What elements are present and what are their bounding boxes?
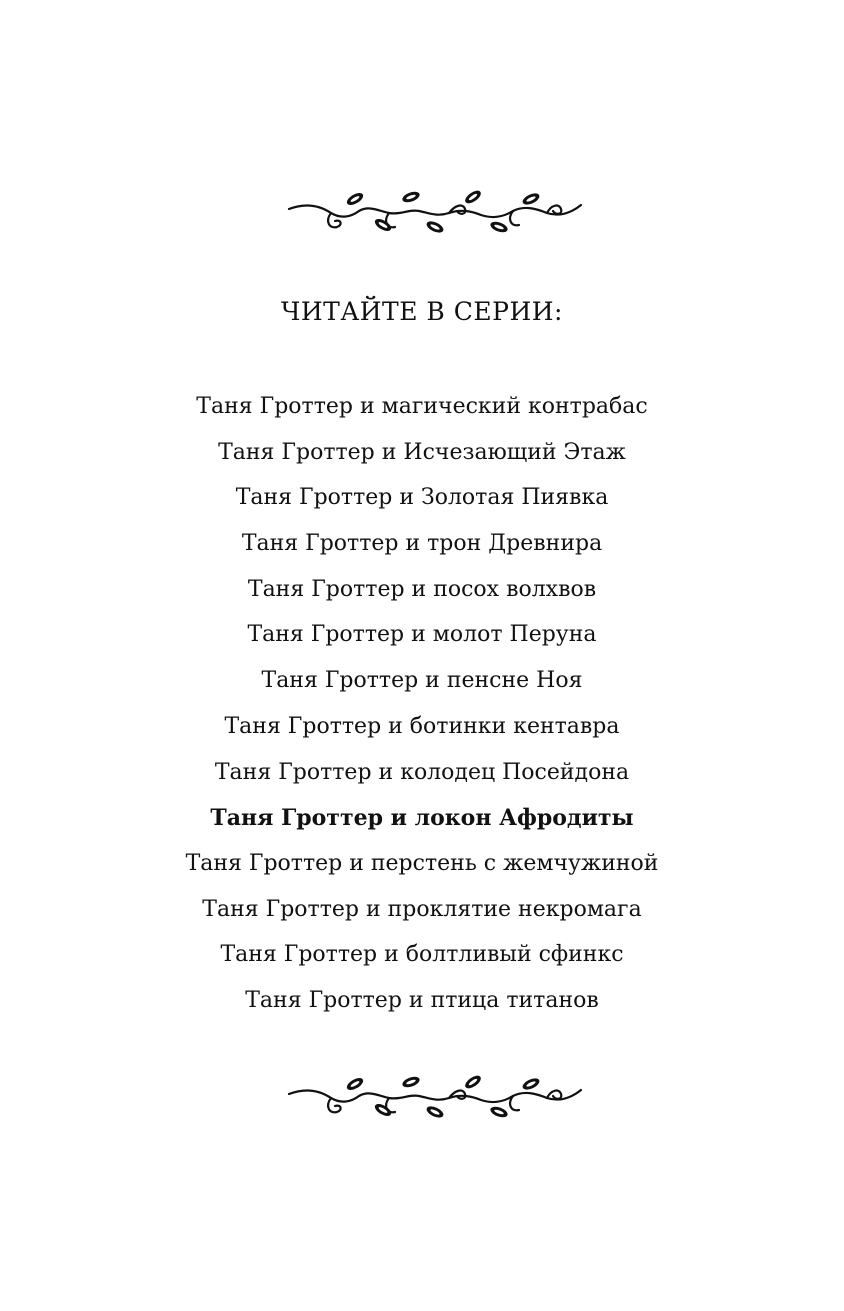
vine-flourish-icon — [285, 1068, 585, 1128]
book-list — [0, 387, 844, 1027]
book-title: Таня Гроттер и перстень с жемчужиной — [185, 850, 659, 876]
book-title: Таня Гроттер и проклятие некромага — [202, 896, 642, 922]
book-title: Таня Гроттер и магический контрабас — [196, 394, 648, 419]
vine-flourish-icon — [285, 183, 585, 243]
book-title: Таня Гроттер и птица титанов — [245, 987, 599, 1013]
book-title-current: Таня Гроттер и локон Афродиты — [210, 805, 634, 832]
book-title: Таня Гроттер и Исчезающий Этаж — [218, 439, 626, 465]
book-title: Таня Гроттер и Золотая Пиявка — [235, 485, 609, 511]
series-heading: ЧИТАЙТЕ В СЕРИИ: — [281, 297, 563, 326]
book-title: Таня Гроттер и посох волхвов — [247, 576, 597, 602]
book-title: Таня Гроттер и колодец Посейдона — [214, 759, 630, 785]
book-title: Таня Гроттер и пенсне Ноя — [261, 668, 583, 694]
book-title: Таня Гроттер и ботинки кентавра — [224, 713, 620, 739]
book-title: Таня Гроттер и болтливый сфинкс — [220, 942, 624, 968]
book-title: Таня Гроттер и молот Перуна — [247, 622, 597, 648]
vine-flourish-bottom-icon — [285, 1068, 585, 1128]
vine-flourish-top-icon — [285, 183, 585, 243]
book-title: Таня Гроттер и трон Древнира — [241, 531, 603, 557]
